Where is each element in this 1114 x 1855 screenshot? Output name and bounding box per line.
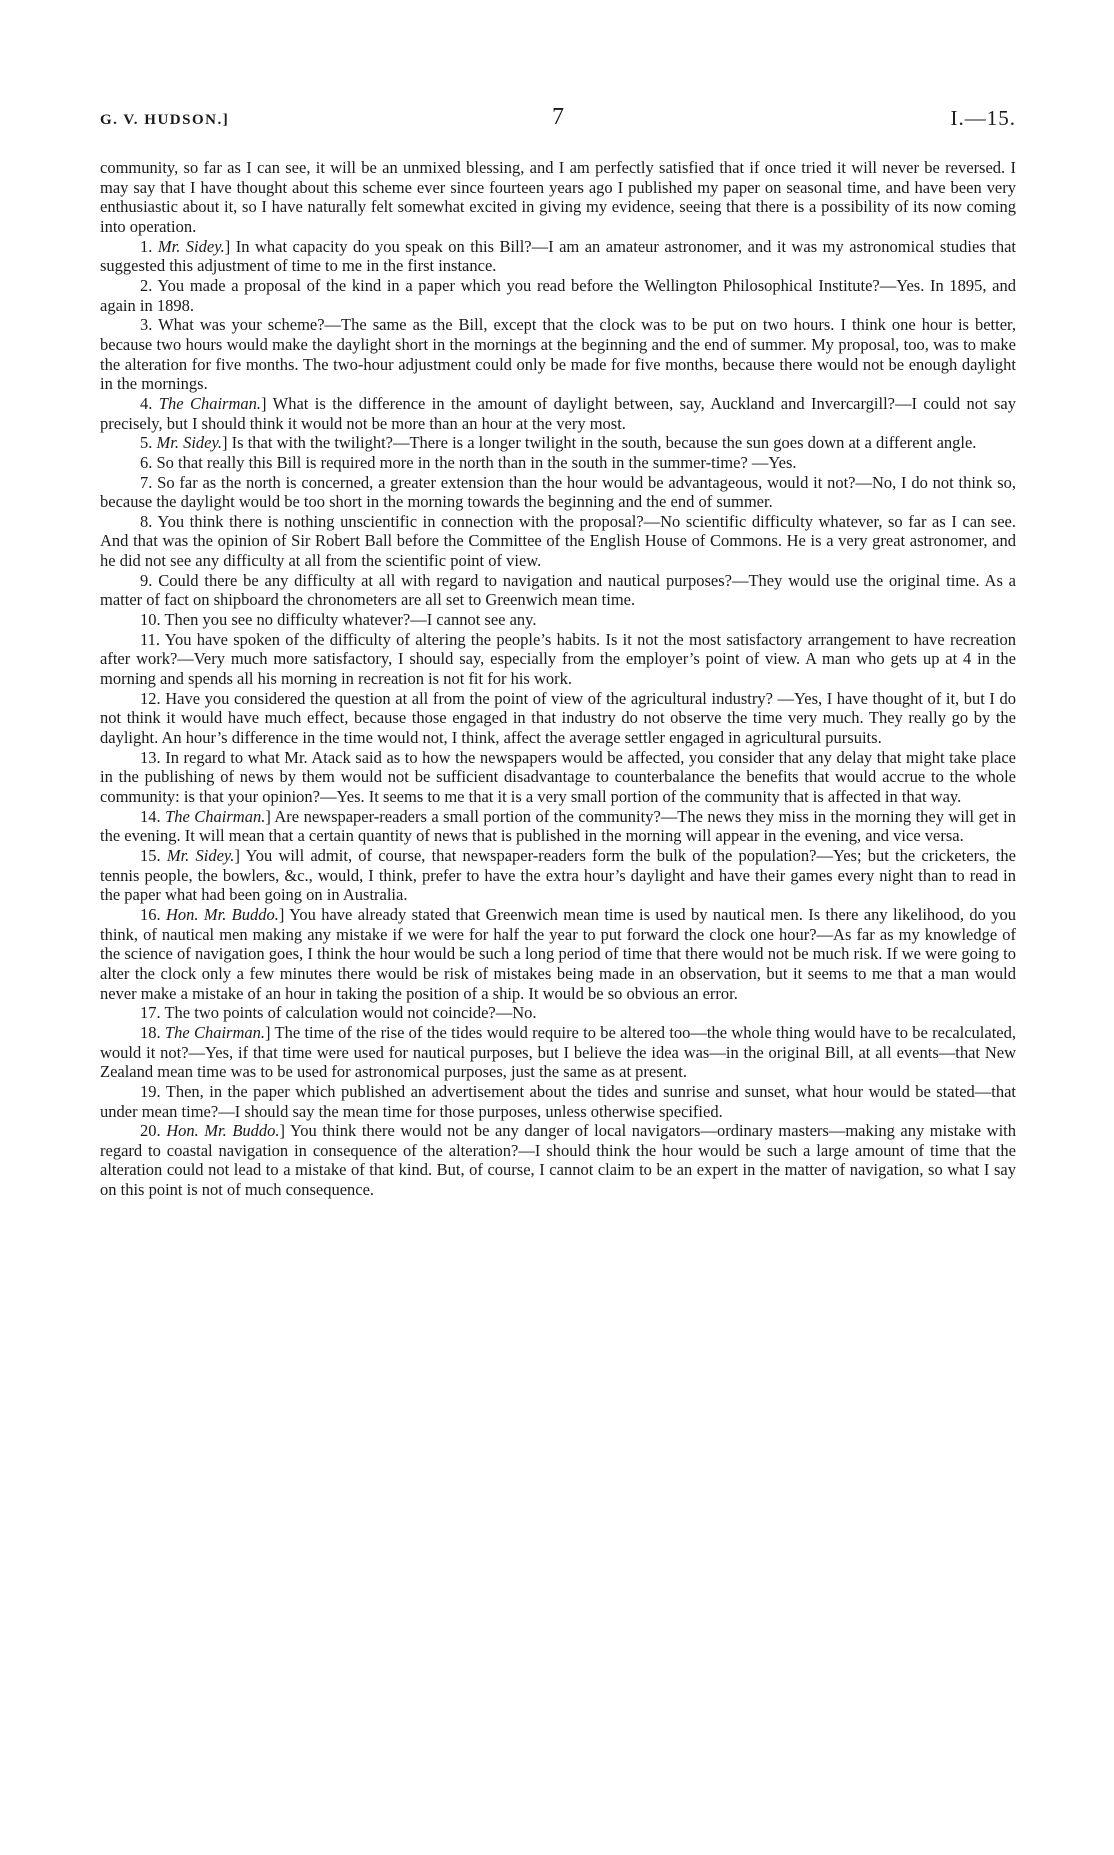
speaker-name: Mr. Sidey. bbox=[156, 433, 223, 453]
paragraph-text: Is that with the twilight?—There is a longer twilight in the south, because the sun goes down at a different angle. bbox=[231, 433, 977, 453]
speaker-name: Mr. Sidey. bbox=[166, 845, 235, 865]
question-paragraph: 5. Mr. Sidey.] Is that with the twilight?—There is a longer twilight in the south, because the sun goes down at a different angle. bbox=[140, 433, 977, 453]
question-number: 7. bbox=[140, 472, 153, 492]
paragraph-text: Then you see no difficulty whatever?—I cannot see any. bbox=[164, 610, 537, 630]
paragraph-text: In regard to what Mr. Atack said as to how the newspapers would be affected, you consider that any delay that might take place in the publishing of news by them would not be sufficient disadvantage to counterbalance the benefits that would accrue to the whole community: is that your opinion?—Yes. It seems to me that it is a very small portion of the community that is affected in that way. bbox=[100, 747, 1016, 806]
question-number: 9. bbox=[140, 570, 153, 590]
question-number: 6. bbox=[140, 452, 153, 472]
question-number: 16. bbox=[140, 904, 161, 924]
paragraph-text: Then, in the paper which published an advertisement about the tides and sunrise and sunset, what hour would be stated—that under mean time?—I should say the mean time for those purposes, unless otherwise specified. bbox=[100, 1081, 1017, 1121]
page-number: 7 bbox=[552, 104, 564, 130]
paragraph-text: In what capacity do you speak on this Bill?—I am an amateur astronomer, and it was my astronomical studies that suggested this adjustment of time to me in the first instance. bbox=[100, 236, 1016, 276]
paragraph-text: You have spoken of the difficulty of altering the people’s habits. Is it not the most satisfactory arrangement to have recreation after work?—Very much more satisfactory, I should say, especially from the employer’s point of view. A man who gets up at 4 in the morning and spends all his morning in recreation is not fit for his work. bbox=[100, 629, 1016, 689]
header-witness-name: G. V. HUDSON.] bbox=[100, 112, 230, 128]
speaker-name: The Chairman. bbox=[164, 1022, 266, 1042]
paragraph-text: You think there is nothing unscientific in connection with the proposal?—No scientific difficulty whatever, so far as I can see. And that was the opinion of Sir Robert Ball before the Committee of the English House of Commons. He is a very great astronomer, and he did not see any difficulty at all from the scientific point of view. bbox=[100, 511, 1016, 571]
paragraph-text: So that really this Bill is required more in the north than in the south in the summer-time? —Yes. bbox=[156, 452, 797, 472]
question-paragraph: 14. The Chairman.] Are newspaper-readers a small portion of the community?—The news they miss in the morning they will get in the evening. It will mean that a certain quantity of news that is published in the morning will appear in the evening, and vice versa. bbox=[100, 806, 1016, 846]
question-number: 18. bbox=[140, 1022, 161, 1042]
paragraph-text: You think there would not be any danger of local navigators—ordinary masters—making any mistake with regard to coastal navigation in consequence of the alteration?—I should think the hour would be such a large amount of time that the alteration could not lead to a mistake of that kind. But, of course, I cannot claim to be an expert in the matter of navigation, so what I say on this point is not of much consequence. bbox=[100, 1121, 1017, 1200]
question-paragraph: 15. Mr. Sidey.] You will admit, of course, that newspaper-readers form the bulk of the population?—Yes; but the cricketers, the tennis people, the bowlers, &c., would, I think, prefer to have the extra hour’s daylight and have their games every night than to read in the paper what had been going on in Australia. bbox=[100, 845, 1016, 905]
speaker-name: Hon. Mr. Buddo. bbox=[166, 1121, 280, 1141]
question-paragraph: 20. Hon. Mr. Buddo.] You think there would not be any danger of local navigators—ordinary masters—making any mistake with regard to coastal navigation in consequence of the alteration?—I should think the hour would be such a large amount of time that the alteration could not lead to a mistake of that kind. But, of course, I cannot claim to be an expert in the matter of navigation, so what I say on this point is not of much consequence. bbox=[100, 1121, 1017, 1200]
question-paragraph bbox=[100, 315, 1016, 394]
speaker-name: Mr. Sidey. bbox=[157, 236, 225, 256]
question-paragraph bbox=[100, 453, 1016, 473]
paragraph-text: Have you considered the question at all from the point of view of the agricultural industry? —Yes, I have thought of it, but I do not think it would have much effect, because those engaged in that industry do not observe the time very much. They really go by the daylight. An hour’s difference in the time would not, I think, affect the average settler engaged in agricultural pursuits. bbox=[100, 688, 1017, 748]
question-number: 14. bbox=[140, 806, 161, 826]
paragraph-text: You made a proposal of the kind in a paper which you read before the Wellington Philosophical Institute?—Yes. In 1895, and again in 1898. bbox=[100, 275, 1016, 315]
question-number: 13. bbox=[140, 747, 161, 767]
question-number: 5. bbox=[140, 433, 153, 453]
question-paragraph bbox=[100, 630, 1016, 689]
question-number: 19. bbox=[140, 1081, 161, 1101]
question-number: 15. bbox=[140, 845, 161, 865]
speaker-name: The Chairman. bbox=[165, 806, 266, 826]
question-paragraph: 16. Hon. Mr. Buddo.] You have already stated that Greenwich mean time is used by nautical men. Is there any likelihood, do you think, of nautical men making any mistake if we were for half the year to put forward the clock one hour?—As far as my knowledge of the science of navigation goes, I think the hour would be such a long period of time that there would not be much risk. If we were going to alter the clock only a few minutes there would be risk of mistakes being made in an observation, but it seems to me that a man would never make a mistake of an hour in taking the position of a ship. It would be so obvious an error. bbox=[100, 904, 1016, 1003]
paragraph-text: community, so far as I can see, it will be an unmixed blessing, and I am perfectly satisfied that if once tried it will never be reversed. I may say that I have thought about this scheme ever since fourteen years ago I published my paper on seasonal time, and have been very enthusiastic about it, so I have naturally felt somewhat excited in giving my evidence, seeing that there is a possibility of its now coming into operation. bbox=[100, 158, 1016, 236]
question-number: 20. bbox=[140, 1121, 161, 1141]
question-paragraph: 1. Mr. Sidey.] In what capacity do you speak on this Bill?—I am an amateur astronomer, and it was my astronomical studies that suggested this adjustment of time to me in the first instance. bbox=[100, 236, 1016, 276]
question-paragraph bbox=[100, 1003, 1016, 1023]
speaker-name: The Chairman. bbox=[158, 393, 262, 413]
question-paragraph bbox=[100, 473, 1016, 512]
document-page bbox=[100, 104, 1016, 1200]
paragraph-text: So far as the north is concerned, a greater extension than the hour would be advantageous, would it not?—No, I do not think so, because the daylight would be too short in the morning towards the beginning and the end of summer. bbox=[100, 472, 1017, 512]
question-number: 17. bbox=[140, 1003, 161, 1023]
question-number: 1. bbox=[140, 236, 153, 256]
question-paragraph bbox=[100, 1082, 1016, 1121]
continuation-paragraph bbox=[100, 158, 1016, 237]
speaker-name: Hon. Mr. Buddo. bbox=[165, 904, 279, 924]
paragraph-text: The two points of calculation would not coincide?—No. bbox=[164, 1003, 537, 1023]
paragraph-text: Could there be any difficulty at all with regard to navigation and nautical purposes?—They would use the original time. As a matter of fact on shipboard the chronometers are all set to Greenwich mean time. bbox=[100, 570, 1017, 610]
paragraph-text: What was your scheme?—The same as the Bill, except that the clock was to be put on two hours. I think one hour is better, because two hours would make the daylight short in the mornings at the beginning and the end of summer. My proposal, too, was to make the alteration for five months. The two-hour adjustment could only be made for five months, because there would not be enough daylight in the mornings. bbox=[100, 315, 1016, 394]
question-paragraph bbox=[100, 571, 1016, 610]
question-paragraph bbox=[100, 512, 1016, 571]
question-number: 12. bbox=[140, 688, 161, 708]
question-paragraph: 18. The Chairman.] The time of the rise of the tides would require to be altered too—the whole thing would have to be recalculated, would it not?—Yes, if that time were used for nautical purposes, but I believe the idea was—in the original Bill, at all events—that New Zealand mean time was to be used for astronomical purposes, just the same as at present. bbox=[100, 1022, 1016, 1082]
paragraph-text: You have already stated that Greenwich mean time is used by nautical men. Is there any likelihood, do you think, of nautical men making any mistake if we were for half the year to put forward the clock one hour?—As far as my knowledge of the science of navigation goes, I think the hour would be such a long period of time that there would not be much risk. If we were going to alter the clock only a few minutes there would be risk of mistakes being made in an observation, but it seems to me that a man would never make a mistake of an hour in taking the position of a ship. It would be so obvious an error. bbox=[100, 904, 1016, 1003]
question-number: 4. bbox=[140, 393, 153, 413]
question-number: 3. bbox=[140, 315, 153, 335]
question-number: 2. bbox=[140, 275, 153, 295]
question-number: 10. bbox=[140, 610, 161, 630]
paper-reference: I.—15. bbox=[950, 106, 1016, 130]
evidence-body bbox=[100, 158, 1016, 1200]
question-paragraph bbox=[100, 610, 1016, 630]
question-paragraph bbox=[100, 276, 1016, 315]
question-number: 8. bbox=[140, 511, 153, 531]
question-number: 11. bbox=[140, 629, 161, 649]
question-paragraph: 4. The Chairman.] What is the difference in the amount of daylight between, say, Auckland and Invercargill?—I could not say precisely, but I should think it would not be more than an hour at the very most. bbox=[100, 393, 1016, 433]
paragraph-text: You will admit, of course, that newspaper-readers form the bulk of the population?—Yes; but the cricketers, the tennis people, the bowlers, &c., would, I think, prefer to have the extra hour’s daylight and have their games every night than to read in the paper what had been going on in Australia. bbox=[100, 845, 1016, 905]
paragraph-text: What is the difference in the amount of daylight between, say, Auckland and Invercargill?—I could not say precisely, but I should think it would not be more than an hour at the very most. bbox=[100, 393, 1016, 433]
paragraph-text: The time of the rise of the tides would require to be altered too—the whole thing would have to be recalculated, would it not?—Yes, if that time were used for nautical purposes, but I believe the idea was—in the original Bill, at all events—that New Zealand mean time was to be used for astronomical purposes, just the same as at present. bbox=[100, 1022, 1016, 1082]
running-header bbox=[100, 104, 1016, 134]
question-paragraph bbox=[100, 689, 1016, 748]
paragraph-text: Are newspaper-readers a small portion of the community?—The news they miss in the morning they will get in the evening. It will mean that a certain quantity of news that is published in the morning will appear in the evening, and vice versa. bbox=[100, 806, 1016, 846]
question-paragraph bbox=[100, 748, 1016, 807]
